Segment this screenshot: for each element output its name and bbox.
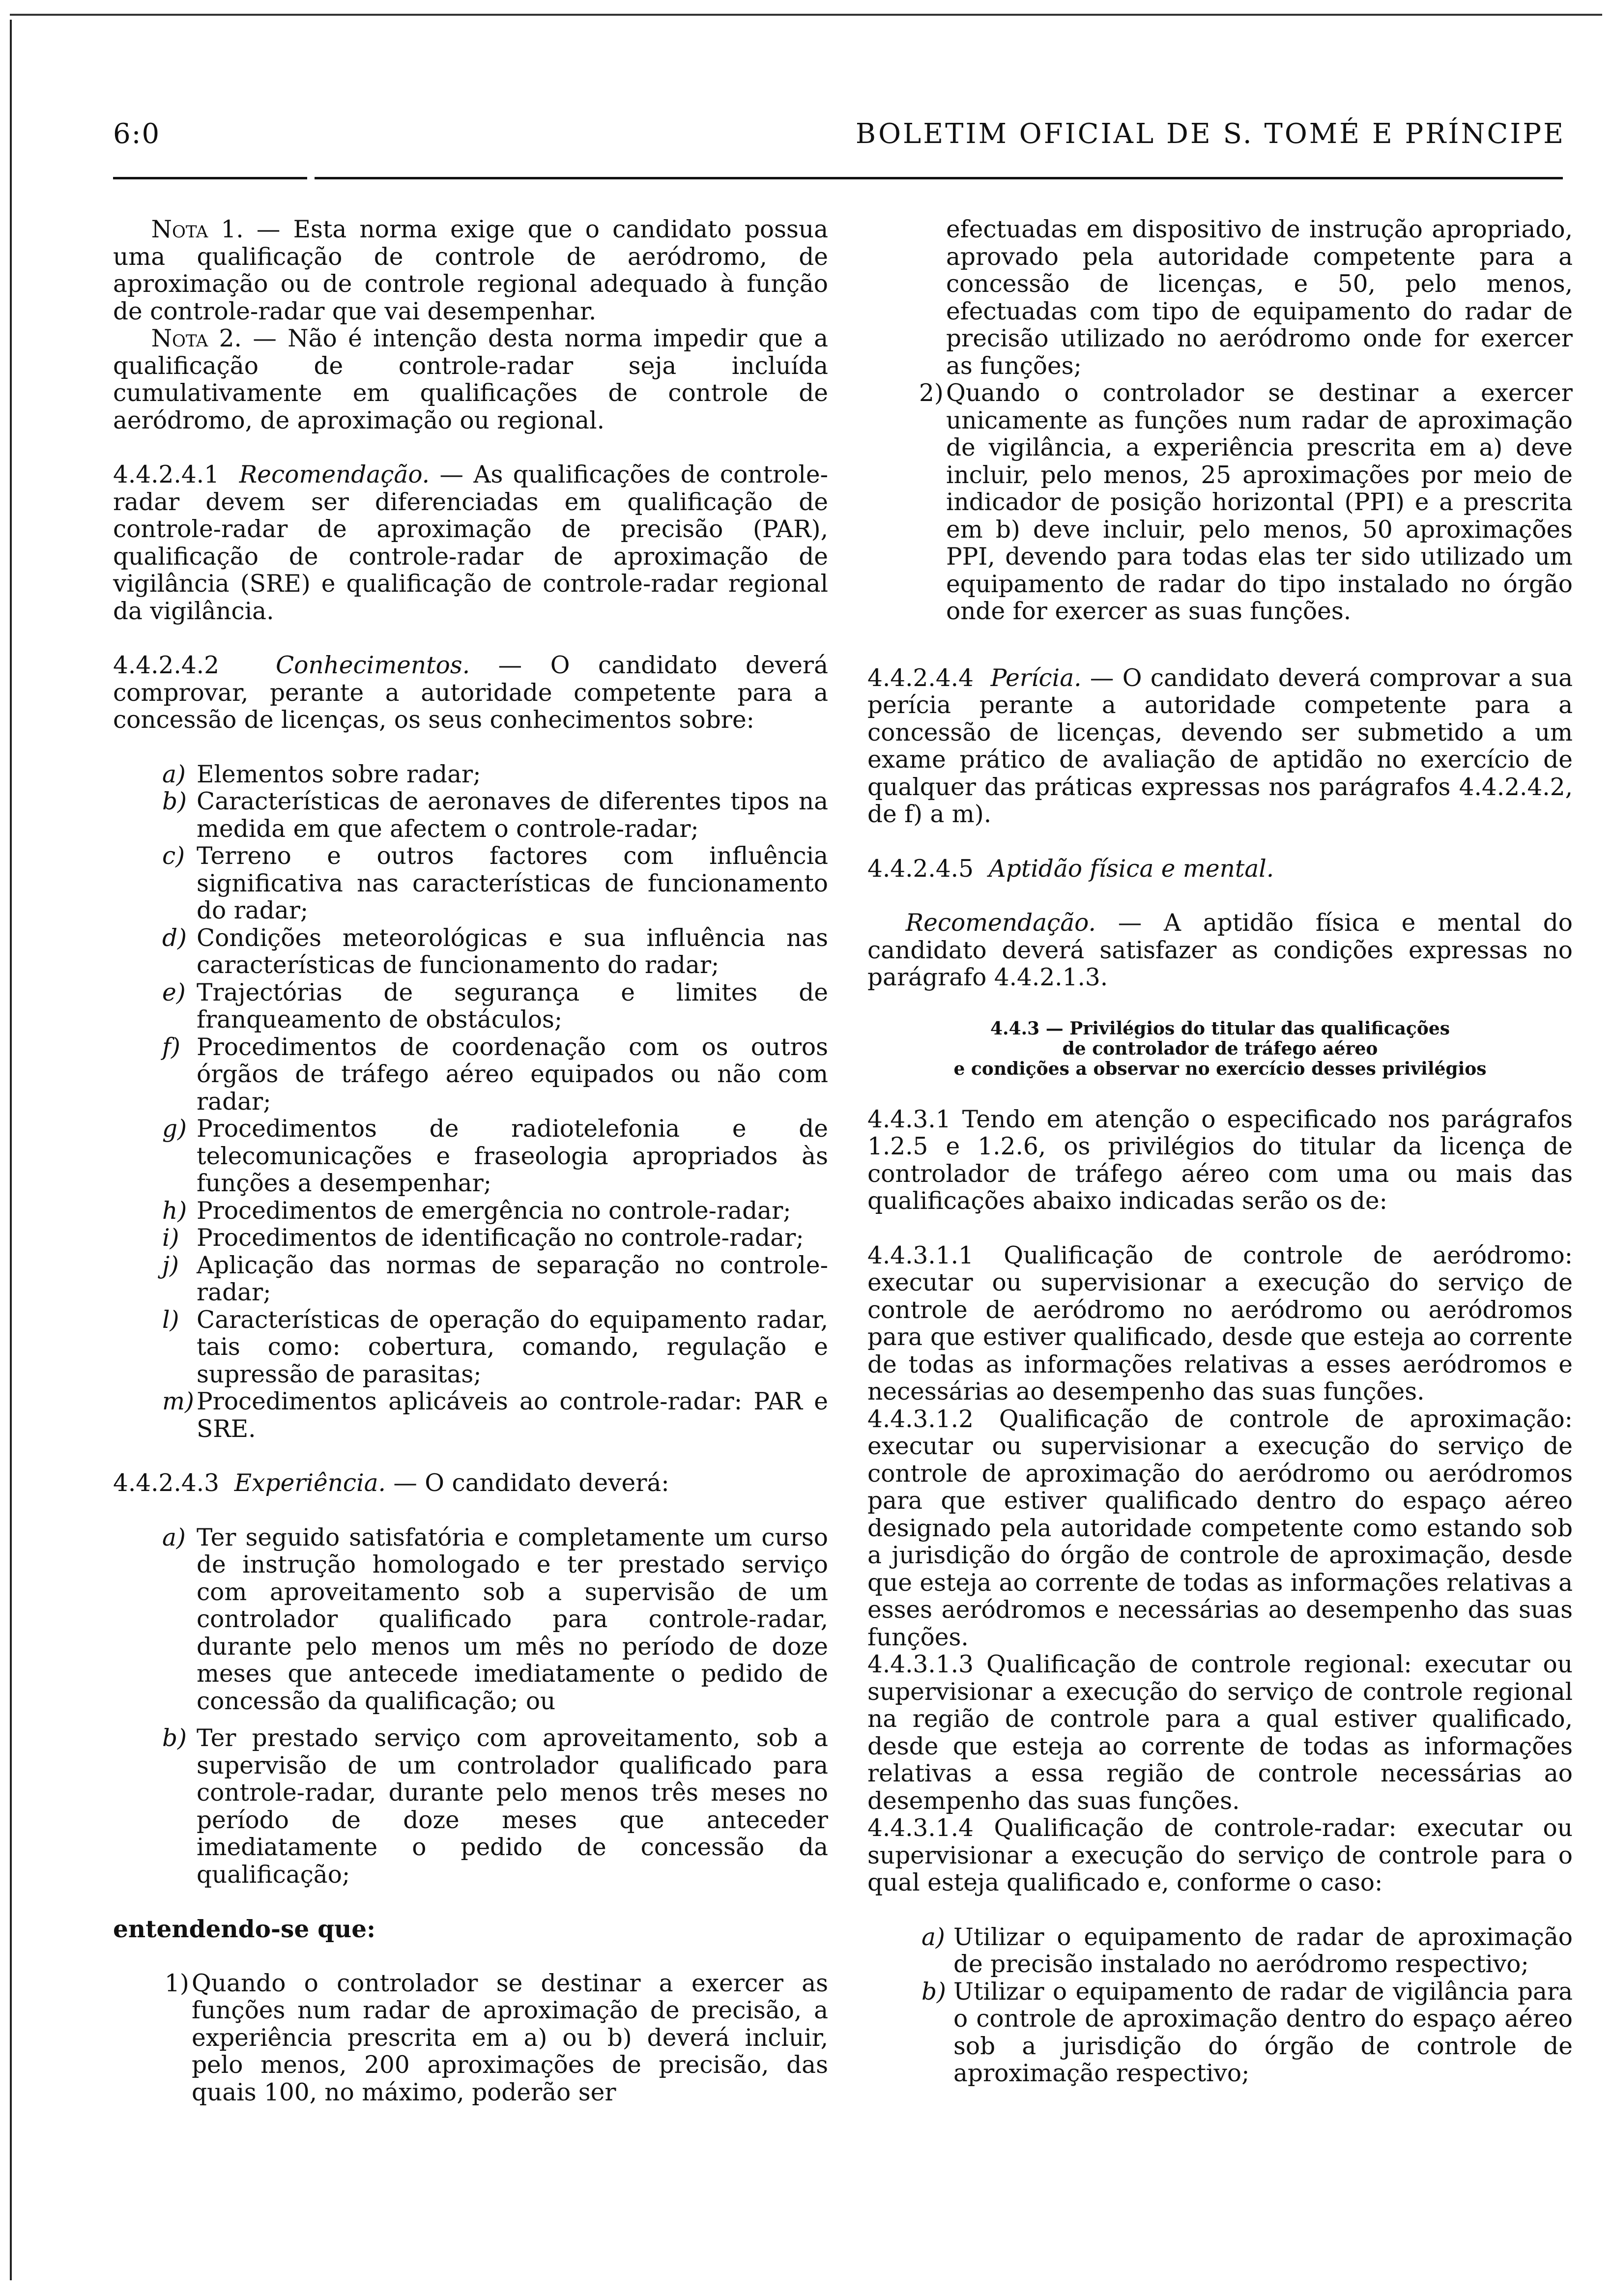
note-2-label: Nota 2. <box>151 325 242 352</box>
header-rule-short <box>113 177 307 179</box>
section-number: 4.4.2.4.1 <box>113 461 219 488</box>
list-marker: b) <box>921 1978 946 2006</box>
paragraph-4-4-3-1-1: 4.4.3.1.1 Qualificação de controle de aeródromo: executar ou supervisionar a execução do serviço de controle de aeródromo no aeródromo ou aeródromos para que estiver qualificado, desde que esteja ao corrente de todas as informações relativas a esses aeródromos e necessárias ao desempenho das suas funções. <box>867 1241 1573 1406</box>
section-text: — O candidato deverá: <box>385 1469 669 1497</box>
list-text: Características de aeronaves de diferentes tipos na medida em que afectem o controle-radar; <box>197 788 828 843</box>
recommendation-text: — A aptidão física e mental do candidato deverá satisfazer as condições expressas no parágrafo 4.4.2.1.3. <box>867 909 1573 991</box>
list-text: Quando o controlador se destinar a exercer unicamente as funções num radar de aproximação de vigilância, a experiência prescrita em a) deve incluir, pelo menos, 25 aproximações por meio de indicador de posição horizontal (PPI) e a prescrita em b) deve incluir, pelo menos, 50 aproximações PPI, devendo para todas elas ter sido utilizado um equipamento de radar do tipo instalado no órgão onde for exercer as suas funções. <box>946 379 1573 625</box>
list-text: Terreno e outros factores com influência significativa nas características de funcionamento do radar; <box>197 842 828 924</box>
entendendo-line: entendendo-se que: <box>113 1915 376 1943</box>
section-title: Recomendação. <box>239 461 430 488</box>
section-text: — O candidato deverá comprovar a sua perícia perante a autoridade competente para a concessão de licenças, devendo ser submetido a um exame prático de avaliação de aptidão no exercício de qualquer das práticas expressas nos parágrafos 4.4.2.4.2, de f) a m). <box>867 664 1573 828</box>
list-marker: b) <box>162 788 187 815</box>
list-marker: m) <box>162 1388 194 1415</box>
list-item <box>113 1116 828 1198</box>
list-item <box>113 1307 828 1389</box>
section-heading-4-4-3 <box>867 1019 1573 1079</box>
scan-edge-top <box>10 14 1602 16</box>
list-text: Procedimentos de identificação no controle-radar; <box>197 1224 804 1252</box>
section-4-4-2-4-4 <box>867 665 1573 829</box>
list-marker: e) <box>162 978 186 1006</box>
section-number: 4.4.2.4.2 <box>113 652 219 679</box>
list-marker: c) <box>162 842 185 870</box>
list-item <box>113 1198 828 1225</box>
list-item <box>867 1979 1573 2088</box>
section-4-4-2-4-2 <box>113 652 828 734</box>
list-item <box>113 979 828 1034</box>
section-4-4-2-4-5 <box>867 856 1573 883</box>
list-marker: l) <box>162 1306 179 1334</box>
list-text: Utilizar o equipamento de radar de vigilância para o controle de aproximação dentro do espaço aéreo sob a jurisdição do órgão de controle de aproximação respectivo; <box>953 1978 1573 2087</box>
list-text: Ter seguido satisfatória e completamente um curso de instrução homologado e ter prestado serviço com aproveitamento sob a supervisão de um controlador qualificado para controle-radar, durante pelo menos um mês no período de doze meses que antecede imediatamente o pedido de concessão da qualificação; ou <box>197 1523 828 1715</box>
heading-line: e condições a observar no exercício desses privilégios <box>953 1058 1487 1079</box>
left-column <box>113 216 828 2106</box>
section-text: — As qualificações de controle-radar devem ser diferenciadas em qualificação de controle-radar de aproximação de precisão (PAR), qualificação de controle-radar de aproximação de vigilância (SRE) e qualificação de controle-radar regional da vigilância. <box>113 461 828 625</box>
list-marker: 2) <box>919 379 944 407</box>
list-item <box>113 788 828 843</box>
list-item <box>113 843 828 925</box>
recommendation-label: Recomendação. <box>905 909 1096 937</box>
list-marker: a) <box>921 1923 945 1951</box>
list-text: Características de operação do equipamento radar, tais como: cobertura, comando, regulação e supressão de parasitas; <box>197 1306 828 1388</box>
list-marker: d) <box>162 924 187 952</box>
note-2-text: — Não é intenção desta norma impedir que a qualificação de controle-radar seja incluída cumulativamente em qualificações de controle de aeródromo, de aproximação ou regional. <box>113 325 829 434</box>
list-item <box>113 925 828 979</box>
list-text: Procedimentos aplicáveis ao controle-radar: PAR e SRE. <box>197 1388 828 1443</box>
list-item <box>113 1725 828 1889</box>
section-text: — O candidato deverá comprovar, perante a autoridade competente para a concessão de licenças, os seus conhecimentos sobre: <box>113 652 828 734</box>
section-number: 4.4.2.4.5 <box>867 855 974 883</box>
list-item <box>113 1252 828 1307</box>
paragraph-4-4-3-1-2: 4.4.3.1.2 Qualificação de controle de aproximação: executar ou supervisionar a execução do serviço de controle de aproximação do aeródromo ou aeródromos para que estiver qualificado dentro do espaço aéreo designado pela autoridade competente como estando sob a jurisdição do órgão de controle de aproximação, desde que esteja ao corrente de todas as informações relativas a esses aeródromos e necessárias ao desempenho das suas funções. <box>867 1405 1573 1651</box>
paragraph-4-4-3-1-4: 4.4.3.1.4 Qualificação de controle-radar: executar ou supervisionar a execução do serviço de controle para o qual esteja qualificado e, conforme o caso: <box>867 1814 1573 1896</box>
list-text: Elementos sobre radar; <box>197 760 481 788</box>
section-4-4-2-4-3 <box>113 1470 828 1497</box>
condition-1-continued <box>867 216 1573 380</box>
note-1-text: — Esta norma exige que o candidato possua uma qualificação de controle de aeródromo, de aproximação ou de controle regional adequado à função de controle-radar que vai desempenhar. <box>113 216 829 325</box>
list-marker: b) <box>162 1724 187 1752</box>
heading-line: de controlador de tráfego aéreo <box>1062 1038 1378 1059</box>
list-marker: a) <box>162 1523 186 1551</box>
right-column <box>867 216 1573 2088</box>
paragraph-4-4-3-1-3: 4.4.3.1.3 Qualificação de controle regional: executar ou supervisionar a execução do serviço de controle regional na região de controle para a qual estiver qualificado, desde que esteja ao corrente de todas as informações relativas a essa região de controle necessárias ao desempenho das suas funções. <box>867 1651 1573 1815</box>
section-title: Experiência. <box>234 1469 386 1497</box>
list-item <box>113 1388 828 1443</box>
recommendation <box>867 910 1573 992</box>
list-text: Procedimentos de emergência no controle-radar; <box>197 1197 791 1225</box>
page-number: 6:0 <box>113 118 161 150</box>
note-1 <box>113 216 828 325</box>
knowledge-list <box>113 761 828 1443</box>
header-rule-long <box>315 177 1563 179</box>
section-title: Perícia. <box>990 664 1082 692</box>
list-text: Utilizar o equipamento de radar de aproximação de precisão instalado no aeródromo respectivo; <box>953 1923 1573 1978</box>
list-text: Condições meteorológicas e sua influência nas características de funcionamento do radar; <box>197 924 828 979</box>
list-item <box>113 1034 828 1116</box>
list-marker: j) <box>162 1251 179 1279</box>
list-marker: 1) <box>165 1969 189 1997</box>
experience-list <box>113 1524 828 1889</box>
page-header <box>113 118 1565 157</box>
list-text: Quando o controlador se destinar a exercer as funções num radar de aproximação de precisão, a experiência prescrita em a) ou b) deverá incluir, pelo menos, 200 aproximações de precisão, das quais 100, no máximo, poderão ser <box>192 1969 828 2106</box>
section-4-4-2-4-1 <box>113 461 828 625</box>
list-text: Trajectórias de segurança e limites de franqueamento de obstáculos; <box>197 978 828 1033</box>
list-text: Ter prestado serviço com aproveitamento, sob a supervisão de um controlador qualificado para controle-radar, durante pelo menos três meses no período de doze meses que anteceder imediatamente o pedido de concessão da qualificação; <box>197 1724 828 1889</box>
list-marker: a) <box>162 760 186 788</box>
list-text: Aplicação das normas de separação no controle-radar; <box>197 1251 828 1306</box>
condition-1 <box>113 1970 828 2107</box>
section-number: 4.4.2.4.4 <box>867 664 974 692</box>
note-1-label: Nota 1. <box>151 216 244 243</box>
list-item <box>867 1924 1573 1979</box>
heading-line: 4.4.3 — Privilégios do titular das qualificações <box>990 1018 1450 1039</box>
list-text: Procedimentos de coordenação com os outros órgãos de tráfego aéreo equipados ou não com radar; <box>197 1033 828 1116</box>
section-title: Aptidão física e mental. <box>988 855 1274 883</box>
note-2 <box>113 325 828 434</box>
list-item <box>113 1225 828 1252</box>
publication-title: BOLETIM OFICIAL DE S. TOMÉ E PRÍNCIPE <box>855 118 1565 150</box>
section-title: Conhecimentos. <box>276 652 470 679</box>
list-text: Procedimentos de radiotelefonia e de telecomunicações e fraseologia apropriados às funções a desempenhar; <box>197 1115 828 1197</box>
list-item <box>113 1524 828 1716</box>
list-item <box>113 761 828 789</box>
radar-list <box>867 1924 1573 2088</box>
list-text: efectuadas em dispositivo de instrução apropriado, aprovado pela autoridade competente para a concessão de licenças, e 50, pelo menos, efectuadas com tipo de equipamento do radar de precisão utilizado no aeródromo onde for exercer as funções; <box>946 216 1573 380</box>
list-marker: i) <box>162 1224 179 1252</box>
scan-edge-left <box>10 20 12 2280</box>
list-marker: g) <box>162 1115 187 1143</box>
list-marker: h) <box>162 1197 187 1225</box>
condition-2 <box>867 380 1573 626</box>
paragraph-4-4-3-1: 4.4.3.1 Tendo em atenção o especificado nos parágrafos 1.2.5 e 1.2.6, os privilégios do titular da licença de controlador de tráfego aéreo com uma ou mais das qualificações abaixo indicadas serão os de: <box>867 1105 1573 1215</box>
section-number: 4.4.2.4.3 <box>113 1469 219 1497</box>
list-marker: f) <box>162 1033 180 1061</box>
